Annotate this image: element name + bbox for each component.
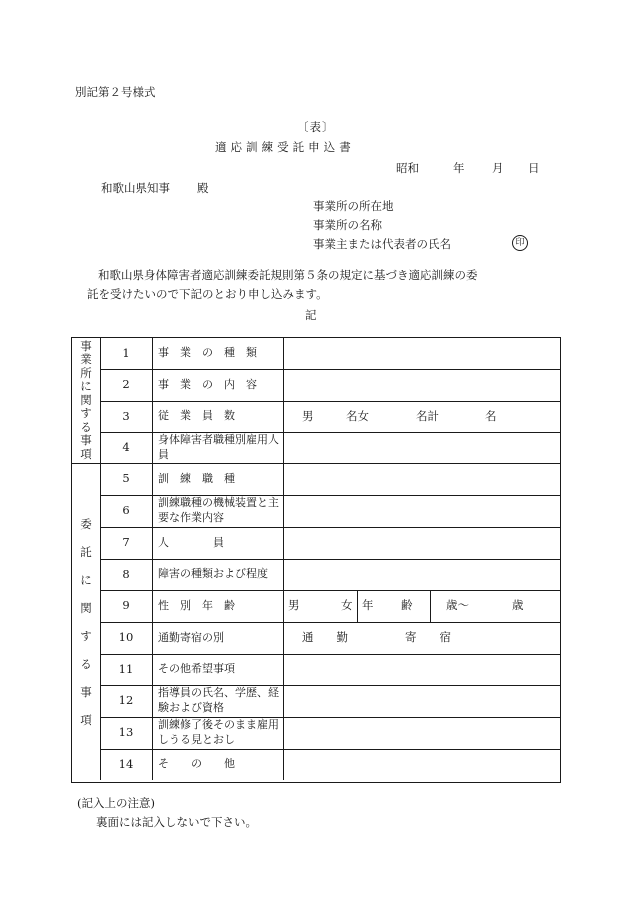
- row-label: 事 業 の 種 類: [158, 346, 257, 360]
- age-label: 年: [362, 598, 374, 613]
- date-era: 昭和: [396, 161, 419, 175]
- gender-female: 女: [341, 598, 353, 613]
- group2-char: 項: [80, 712, 92, 727]
- group1-char: 項: [80, 446, 92, 461]
- row-label: 身体障害者職種別雇用人員: [158, 432, 279, 461]
- row-value-field: [284, 749, 560, 780]
- notes-body: 裏面には記入しないで下さい。: [96, 815, 257, 829]
- row-label: 性 別 年 齢: [158, 598, 235, 612]
- group1-char: 事: [80, 433, 92, 448]
- commute-option: 通 勤: [302, 630, 348, 645]
- age-divider: [430, 590, 431, 622]
- row-value-field: [284, 463, 560, 495]
- group2-char: る: [80, 656, 92, 671]
- group1-char: に: [80, 379, 92, 394]
- addressee-name: 和歌山県知事: [101, 181, 170, 195]
- row-label: 訓 練 職 種: [158, 471, 235, 485]
- group2-label: [72, 463, 100, 780]
- row-number: 9: [122, 598, 130, 613]
- group1-char: 事: [80, 338, 92, 353]
- employees-total: 名計: [416, 408, 439, 423]
- seal-mark: 印: [512, 235, 528, 251]
- group2-char: す: [80, 628, 92, 643]
- employees-female: 名女: [346, 408, 369, 423]
- row-value-field: [284, 559, 560, 590]
- form-label: 別記第２号様式: [75, 85, 156, 99]
- date-line: [396, 160, 540, 176]
- row-number: 4: [122, 439, 130, 454]
- ki-heading: 記: [305, 308, 317, 322]
- row-value-field: [284, 495, 560, 527]
- row-number: 5: [122, 471, 130, 486]
- row-label: 訓練職種の機械装置と主要な作業内容: [158, 496, 279, 524]
- row-number: 8: [122, 566, 130, 581]
- group2-char: に: [80, 572, 92, 587]
- group2-char: 事: [80, 684, 92, 699]
- group1-char: 関: [80, 392, 92, 407]
- employees-male: 男: [302, 408, 314, 423]
- date-day: 日: [528, 161, 540, 175]
- row-label: その他希望事項: [158, 662, 235, 676]
- notes-heading: (記入上の注意): [77, 796, 155, 810]
- group1-char: 業: [80, 352, 92, 367]
- applicant-address-label: 事業所の所在地: [313, 199, 394, 213]
- row-number: 6: [122, 503, 130, 518]
- row-value-field: [284, 369, 560, 401]
- row-label: 事 業 の 内 容: [158, 377, 257, 391]
- group2-char: 関: [80, 600, 92, 615]
- applicant-name-label: 事業所の名称: [313, 218, 382, 232]
- addressee-honorific: 殿: [197, 181, 209, 195]
- row-number: 11: [118, 661, 134, 676]
- row-number: 1: [122, 345, 130, 360]
- row-value-field: [284, 654, 560, 685]
- row-number: 7: [122, 535, 130, 550]
- row-value-field: [284, 432, 560, 463]
- age-end: 歳: [512, 598, 524, 613]
- group1-label: [72, 338, 100, 463]
- row-value-field: [284, 338, 560, 369]
- row-number: 10: [118, 630, 134, 645]
- body-text: 和歌山県身体障害者適応訓練委託規則第５条の規定に基づき適応訓練の委託を受けたいので下記のとおり申し込みます。: [87, 268, 478, 301]
- group2-char: 託: [80, 544, 92, 559]
- group2-char: 委: [80, 516, 92, 531]
- date-year: 年: [453, 161, 465, 175]
- group1-char: 所: [80, 365, 92, 380]
- age-unit: 齢: [401, 598, 413, 613]
- row-number: 3: [122, 408, 130, 423]
- group1-char: る: [80, 419, 92, 434]
- gender-male: 男: [288, 598, 300, 613]
- page-title: 適応訓練受託申込書: [215, 140, 355, 154]
- row-label: 人 員: [158, 535, 224, 549]
- employees-unit: 名: [485, 408, 497, 423]
- row-label: 通勤寄宿の別: [158, 630, 224, 644]
- dorm-option: 寄 宿: [405, 630, 451, 645]
- row-label: 指導員の氏名、学歴、経験および資格: [158, 686, 279, 714]
- side-label: 〔表〕: [297, 120, 335, 134]
- row-number: 14: [118, 756, 134, 771]
- row-number: 12: [118, 693, 134, 708]
- row-value-field: [284, 717, 560, 749]
- age-range: 歳～: [446, 598, 469, 613]
- row-value-field: [284, 685, 560, 717]
- row-value-field: [284, 527, 560, 559]
- row-label: 従 業 員 数: [158, 409, 235, 423]
- group1-char: す: [80, 406, 92, 421]
- row-number: 13: [118, 725, 134, 740]
- addressee: [101, 180, 209, 196]
- applicant-rep-label: 事業主または代表者の氏名: [313, 237, 451, 251]
- row-label: そ の 他: [158, 757, 235, 771]
- row-number: 2: [122, 377, 130, 392]
- date-month: 月: [492, 161, 504, 175]
- row-label: 訓練修了後そのまま雇用しうる見とおし: [158, 718, 279, 746]
- row-label: 障害の種類および程度: [158, 567, 268, 581]
- application-table: [71, 337, 561, 783]
